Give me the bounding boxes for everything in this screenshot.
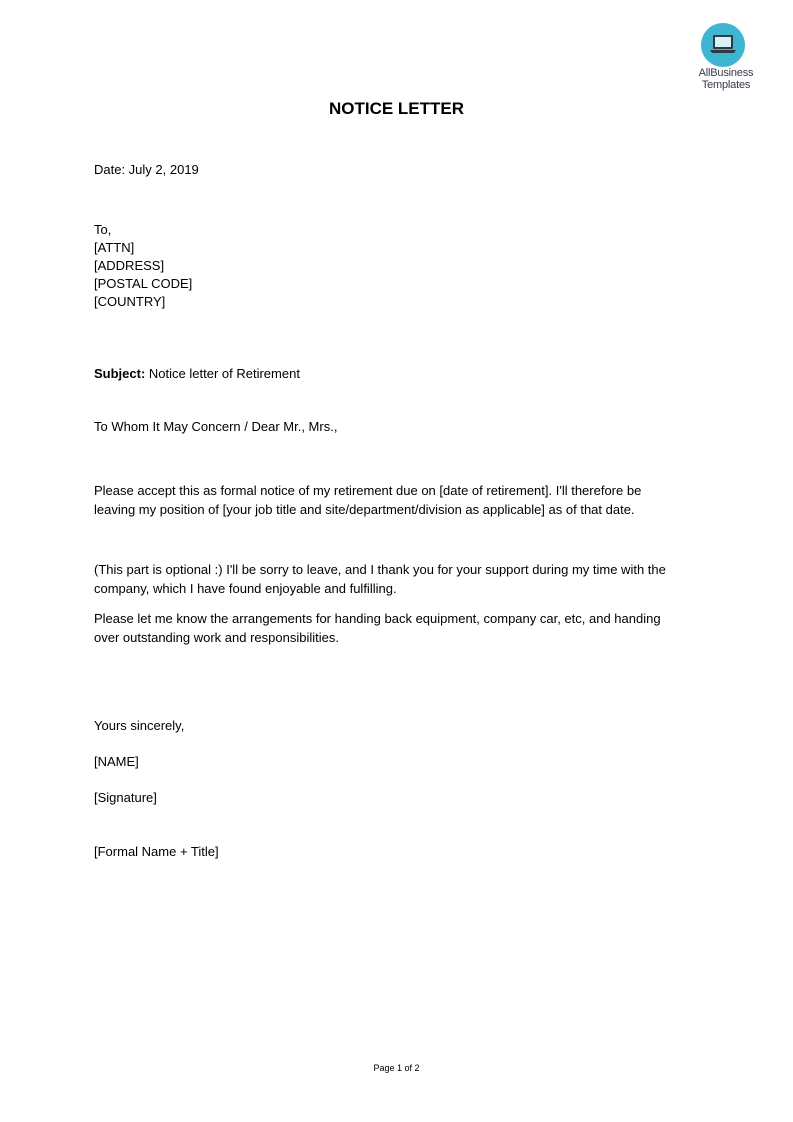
recipient-attn: [ATTN] xyxy=(94,240,135,255)
recipient-address: [ADDRESS] xyxy=(94,258,165,273)
logo-line-1: AllBusiness xyxy=(698,67,754,79)
closing-sincerely: Yours sincerely, xyxy=(94,718,185,733)
recipient-to: To, xyxy=(94,222,112,237)
recipient-postal-code: [POSTAL CODE] xyxy=(94,276,193,291)
body-paragraph-3 xyxy=(94,609,661,647)
recipient-country: [COUNTRY] xyxy=(94,294,166,309)
closing-formal-name: [Formal Name + Title] xyxy=(94,844,219,859)
logo-line-2: Templates xyxy=(701,79,751,91)
laptop-icon xyxy=(701,23,745,67)
page-title: NOTICE LETTER xyxy=(328,99,465,118)
subject-text: Notice letter of Retirement xyxy=(148,366,300,381)
paragraph-line: Please accept this as formal notice of my retirement due on [date of retirement]. I'll therefore be xyxy=(94,483,642,498)
subject-label: Subject: xyxy=(94,366,146,381)
closing-name: [NAME] xyxy=(94,754,139,769)
page-number: Page 1 of 2 xyxy=(373,1063,420,1073)
salutation: To Whom It May Concern / Dear Mr., Mrs., xyxy=(94,419,338,434)
paragraph-line: Please let me know the arrangements for handing back equipment, company car, etc, and handing xyxy=(94,611,661,626)
logo-badge xyxy=(701,23,745,67)
logo-wordmark xyxy=(690,67,762,91)
closing-signature: [Signature] xyxy=(94,790,157,805)
paragraph-line: (This part is optional :) I'll be sorry to leave, and I thank you for your support during my time with the xyxy=(94,562,666,577)
body-paragraph-1 xyxy=(94,481,641,519)
letter-date: Date: July 2, 2019 xyxy=(94,162,199,177)
paragraph-line: leaving my position of [your job title and site/department/division as applicable] as of that date. xyxy=(94,502,635,517)
subject-line xyxy=(94,365,300,383)
body-paragraph-2 xyxy=(94,560,666,598)
paragraph-line: company, which I have found enjoyable and fulfilling. xyxy=(94,581,397,596)
paragraph-line: over outstanding work and responsibilities. xyxy=(94,630,339,645)
